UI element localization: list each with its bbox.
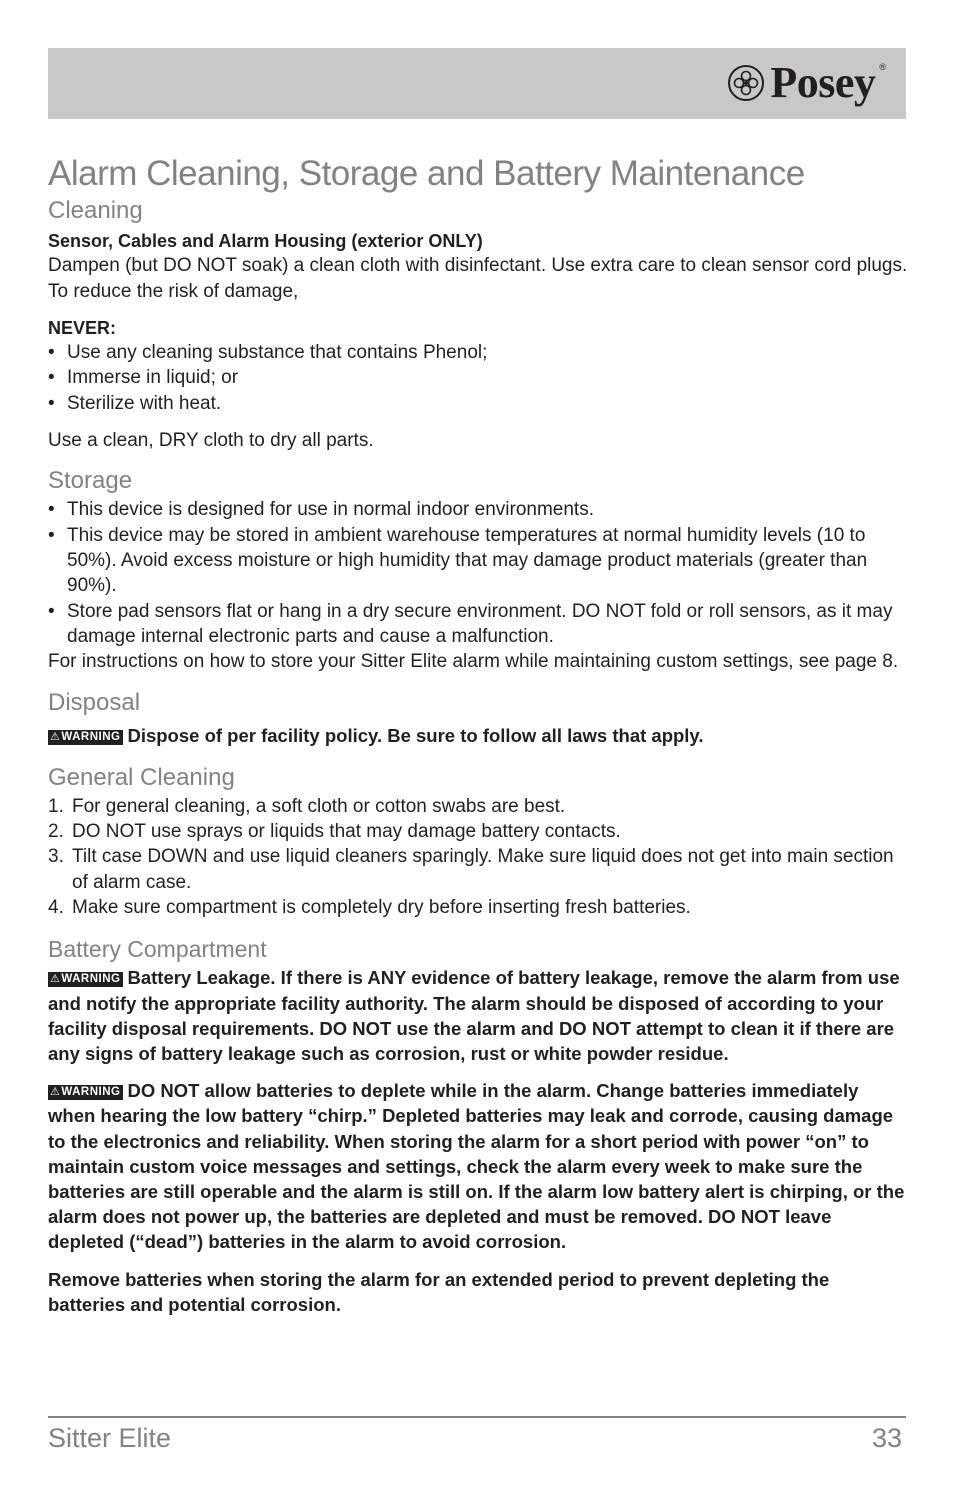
storage-item: • This device may be stored in ambient warehouse temperatures at normal humidity levels (10 to 50%). Avoid excess moisture or high humidity that may damage product materials (greater than 90%). bbox=[48, 523, 910, 599]
step-item bbox=[48, 895, 910, 920]
step-number: 1. bbox=[48, 795, 64, 817]
step-number: 4. bbox=[48, 897, 64, 919]
disposal-warning-text: Dispose of per facility policy. Be sure to follow all laws that apply. bbox=[127, 724, 704, 746]
never-item: • Sterilize with heat. bbox=[48, 391, 910, 416]
footer-page-number: 33 bbox=[871, 1423, 902, 1453]
never-item: • Immerse in liquid; or bbox=[48, 365, 910, 390]
storage-note: For instructions on how to store your Sitter Elite alarm while maintaining custom settings, see page 8. bbox=[48, 651, 899, 673]
warning-badge-label: WARNING bbox=[61, 973, 121, 986]
warning-badge-label: WARNING bbox=[61, 730, 121, 743]
never-item: • Use any cleaning substance that contains Phenol; bbox=[48, 340, 910, 365]
posey-emblem-icon bbox=[726, 63, 766, 103]
storage-section bbox=[48, 465, 910, 674]
step-text: Make sure compartment is completely dry before inserting fresh batteries. bbox=[72, 897, 691, 919]
warning-badge bbox=[48, 972, 123, 987]
battery-warning-1 bbox=[48, 965, 910, 1066]
posey-logo-wordmark: Posey bbox=[770, 58, 876, 107]
dry-note: Use a clean, DRY cloth to dry all parts. bbox=[48, 429, 374, 451]
storage-heading: Storage bbox=[48, 467, 133, 495]
storage-list bbox=[48, 497, 910, 649]
warning-triangle-icon: ⚠ bbox=[50, 973, 61, 986]
cleaning-intro: Dampen (but DO NOT soak) a clean cloth with disinfectant. Use extra care to clean sensor cord plugs. To reduce the risk of damage, bbox=[48, 255, 908, 302]
never-label: NEVER: bbox=[48, 318, 117, 338]
step-text: DO NOT use sprays or liquids that may damage battery contacts. bbox=[72, 821, 621, 843]
disposal-section bbox=[48, 687, 910, 748]
step-text: For general cleaning, a soft cloth or cotton swabs are best. bbox=[72, 795, 566, 817]
general-cleaning-steps bbox=[48, 794, 910, 920]
warning-badge bbox=[48, 1085, 123, 1100]
step-item bbox=[48, 819, 910, 844]
warning-triangle-icon: ⚠ bbox=[50, 730, 61, 743]
storage-item: • This device is designed for use in normal indoor environments. bbox=[48, 497, 910, 522]
battery-warning-2 bbox=[48, 1078, 910, 1254]
warning-triangle-icon: ⚠ bbox=[50, 1086, 61, 1099]
step-number: 2. bbox=[48, 821, 64, 843]
battery-heading: Battery Compartment bbox=[48, 936, 267, 963]
battery-final-note: Remove batteries when storing the alarm for an extended period to prevent depleting the batteries and potential corrosion. bbox=[48, 1268, 830, 1315]
step-item bbox=[48, 794, 910, 819]
warning-badge bbox=[48, 730, 123, 745]
cleaning-section bbox=[48, 195, 910, 453]
battery-warning-2-text: DO NOT allow batteries to deplete while in the alarm. Change batteries immediately when hearing the low battery “chirp.” Depleted batteries may leak and corrode, causing damage to the electronics and reliability. When storing the alarm for a short period with power “on” to maintain custom voice messages and settings, check the alarm every week to make sure the batteries are still operable and the alarm is still on. If the alarm low battery alert is chirping, or the alarm does not power up, the batteries are depleted and must be removed. DO NOT leave depleted (“dead”) batteries in the alarm to avoid corrosion. bbox=[48, 1080, 905, 1253]
battery-warning-1-text: Battery Leakage. If there is ANY evidence of battery leakage, remove the alarm from use and notify the appropriate facility authority. The alarm should be disposed of according to your facility disposal requirements. DO NOT use the alarm and DO NOT attempt to clean it if there are any signs of battery leakage such as corrosion, rust or white powder residue. bbox=[48, 967, 900, 1064]
footer-product-name: Sitter Elite bbox=[48, 1423, 172, 1453]
general-cleaning-heading: General Cleaning bbox=[48, 763, 235, 791]
step-text: Tilt case DOWN and use liquid cleaners sparingly. Make sure liquid does not get into main section of alarm case. bbox=[72, 846, 894, 893]
never-list bbox=[48, 340, 910, 416]
page-title: Alarm Cleaning, Storage and Battery Maintenance bbox=[48, 154, 805, 193]
cleaning-subheading: Sensor, Cables and Alarm Housing (exterior ONLY) bbox=[48, 231, 483, 251]
header-band bbox=[48, 48, 906, 119]
general-cleaning-section bbox=[48, 762, 910, 920]
battery-section bbox=[48, 933, 910, 1317]
disposal-heading: Disposal bbox=[48, 688, 141, 716]
disposal-warning bbox=[48, 723, 910, 748]
page-content bbox=[48, 150, 910, 1317]
step-number: 3. bbox=[48, 846, 64, 868]
registered-mark: ® bbox=[879, 62, 886, 72]
step-item bbox=[48, 844, 910, 895]
warning-badge-label: WARNING bbox=[61, 1086, 121, 1099]
footer-rule bbox=[48, 1416, 906, 1418]
storage-item: • Store pad sensors flat or hang in a dry secure environment. DO NOT fold or roll sensors, as it may damage internal electronic parts and cause a malfunction. bbox=[48, 599, 910, 650]
cleaning-heading: Cleaning bbox=[48, 197, 143, 224]
posey-logo bbox=[726, 60, 886, 106]
